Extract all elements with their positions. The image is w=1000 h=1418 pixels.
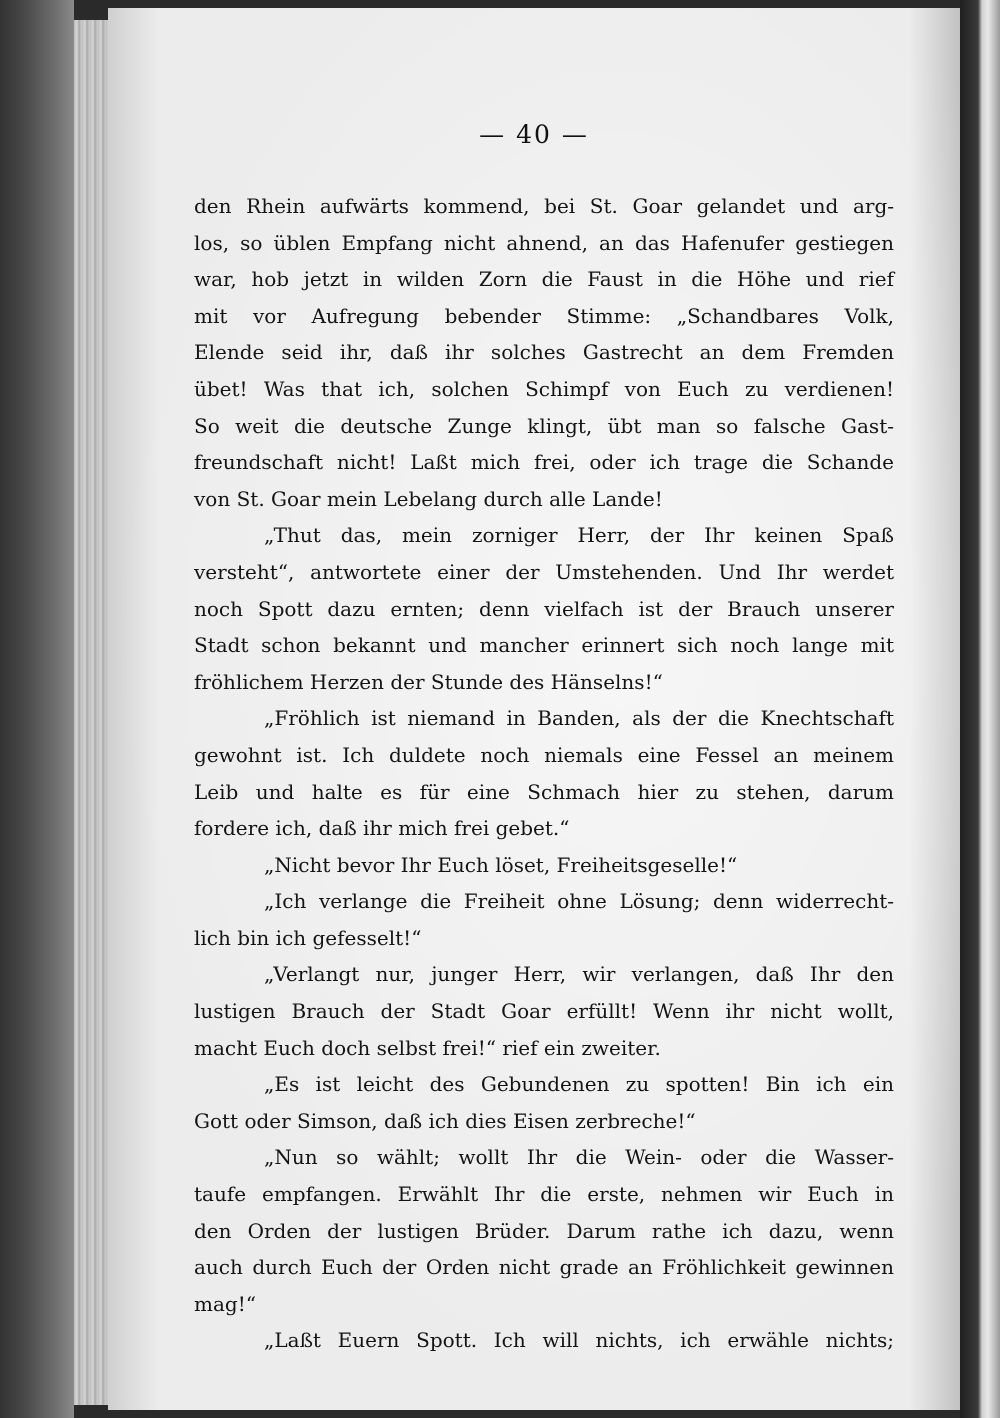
text-line: versteht“, antwortete einer der Umstehenden. Und Ihr werdet <box>194 559 894 584</box>
text-line: macht Euch doch selbst frei!“ rief ein zweiter. <box>194 1035 661 1060</box>
text-line: „Thut das, mein zorniger Herr, der Ihr keinen Spaß <box>264 523 894 548</box>
text-line: übet! Was that ich, solchen Schimpf von Euch zu verdienen! <box>194 376 894 401</box>
book-cover-edge <box>0 0 74 1418</box>
text-line: war, hob jetzt in wilden Zorn die Faust in die Höhe und rief <box>194 267 894 292</box>
text-line: „Laßt Euern Spott. Ich will nichts, ich erwähle nichts; <box>264 1328 894 1353</box>
page-number: — 40 — <box>479 120 589 149</box>
text-line: los, so üblen Empfang nicht ahnend, an das Hafenufer gestiegen <box>194 230 894 255</box>
text-line: „Verlangt nur, junger Herr, wir verlangen, daß Ihr den <box>264 962 894 987</box>
text-line: fröhlichem Herzen der Stunde des Hänselns!“ <box>194 669 663 694</box>
text-line: mag!“ <box>194 1291 256 1316</box>
text-line: fordere ich, daß ihr mich frei gebet.“ <box>194 816 570 841</box>
text-line: Gott oder Simson, daß ich dies Eisen zerbreche!“ <box>194 1108 696 1133</box>
text-line: den Orden der lustigen Brüder. Darum rathe ich dazu, wenn <box>194 1218 894 1243</box>
text-line: Elende seid ihr, daß ihr solches Gastrecht an dem Fremden <box>194 340 894 365</box>
text-line: „Es ist leicht des Gebundenen zu spotten! Bin ich ein <box>264 1072 894 1097</box>
text-line: „Fröhlich ist niemand in Banden, als der die Knechtschaft <box>264 706 894 731</box>
text-line: „Nicht bevor Ihr Euch löset, Freiheitsgeselle!“ <box>264 852 738 877</box>
text-line: gewohnt ist. Ich duldete noch niemals eine Fessel an meinem <box>194 742 894 767</box>
text-line: von St. Goar mein Lebelang durch alle Lande! <box>194 486 663 511</box>
body-text <box>194 188 894 1359</box>
text-line: auch durch Euch der Orden nicht grade an Fröhlichkeit gewinnen <box>194 1255 894 1280</box>
text-line: mit vor Aufregung bebender Stimme: „Schandbares Volk, <box>194 303 894 328</box>
text-line: „Ich verlange die Freiheit ohne Lösung; denn widerrecht- <box>264 889 894 914</box>
text-line: noch Spott dazu ernten; denn vielfach ist der Brauch unserer <box>194 596 894 621</box>
text-line: taufe empfangen. Erwählt Ihr die erste, nehmen wir Euch in <box>194 1182 894 1207</box>
text-line: So weit die deutsche Zunge klingt, übt man so falsche Gast- <box>194 413 894 438</box>
text-line: den Rhein aufwärts kommend, bei St. Goar gelandet und arg- <box>194 194 894 218</box>
text-line: freundschaft nicht! Laßt mich frei, oder ich trage die Schande <box>194 450 894 475</box>
text-line: lustigen Brauch der Stadt Goar erfüllt! Wenn ihr nicht wollt, <box>194 999 894 1024</box>
page-sheet <box>108 8 960 1410</box>
text-line: Leib und halte es für eine Schmach hier zu stehen, darum <box>194 779 894 804</box>
text-line: „Nun so wählt; wollt Ihr die Wein- oder die Wasser- <box>264 1145 894 1170</box>
text-line: lich bin ich gefesselt!“ <box>194 925 422 950</box>
text-line: Stadt schon bekannt und mancher erinnert sich noch lange mit <box>194 633 894 658</box>
book-gutter <box>960 0 1000 1418</box>
